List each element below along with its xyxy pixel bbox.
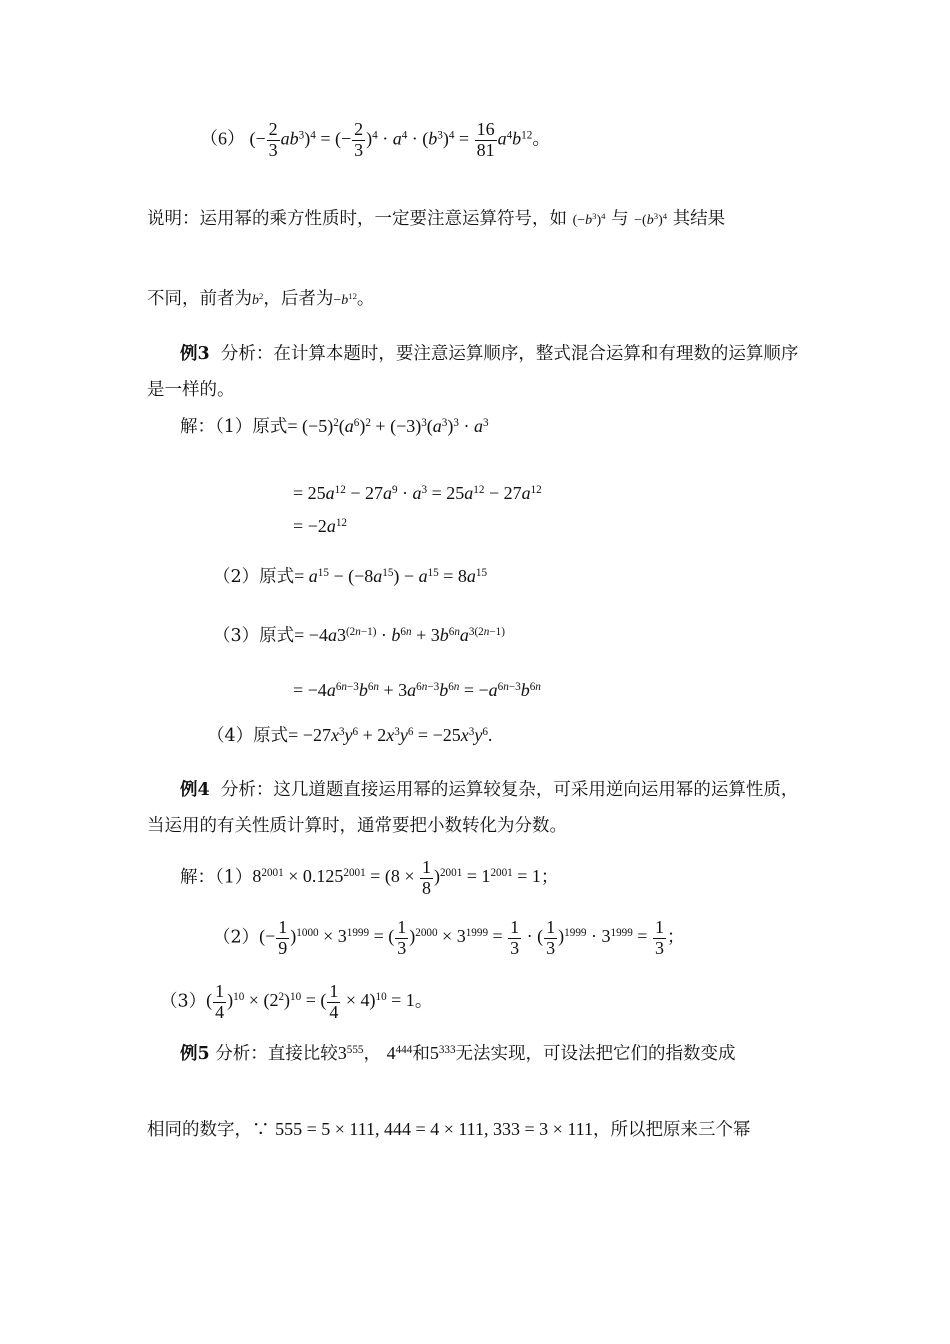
ex4-sol1: 解：$(1)8^{2001} \times 0.125^{2001} = (8$ × $\frac{1}{8}$ )$^{2001} = 1^{2001} = 1$；	[180, 857, 559, 898]
ex3-sol1-line3: = $-2a^{12}$	[293, 516, 347, 536]
ex3-title: 例3	[180, 344, 210, 364]
ex3-sol1-line1: 解：（1）原式= $(-5)^2(a^6)^2 + (-3)^3(a^3)^3 \cdot a^3$	[180, 416, 489, 437]
note-lead: 说明：运用幂的乘方性质时，一定要注意运算符号，如	[147, 209, 567, 229]
ex3-sol1-line2: = $25a^{12} - 27a^9 \cdot a^3 = 25a^{12} - 27a^{12}$	[293, 483, 542, 503]
ex5-line1: 例5 分析：直接比较$3^{555}$， $4^{444}$和$5^{333}$无法实现，可设法把它们的指数变成	[180, 1043, 736, 1064]
note-line2: 不同，前者为$b^2$，后者为$-b^{12}$。	[147, 289, 375, 309]
note-tail: 其结果	[672, 209, 726, 229]
ex4-title: 例4	[180, 780, 210, 800]
ex4-analysis: 例4 分析：这几道题直接运用幂的运算较复杂，可采用逆向运用幂的运算性质，当运用的有关性质计算时，通常要把小数转化为分数。	[147, 780, 799, 836]
ex5-title: 例5	[180, 1044, 210, 1064]
ex4-sol3: （3）( $\frac{1}{4}$ )$^{10} \times (2^2)^{10}$ = ( $\frac{1}{4}$ × 4)$^{10}$ = 1。	[160, 981, 433, 1022]
ex3-analysis: 例3 分析：在计算本题时，要注意运算顺序，整式混合运算和有理数的运算顺序是一样的。	[147, 344, 799, 400]
ex3-sol3-line1: （3）原式= $-4a3^{(2n-1)} \cdot b^{6n} + 3b^{6n}a^{3(2n-1)}$	[213, 625, 505, 646]
ex3-sol3-line2: = $-4a^{6n-3}b^{6n} + 3a^{6n-3}b^{6n} = -a^{6n-3}b^{6n}$	[293, 680, 541, 700]
note-and: 与	[611, 209, 629, 229]
note-line1: 说明：运用幂的乘方性质时，一定要注意运算符号，如 $(-b^3)^4$ 与 $-(b^3)^4$ 其结果	[147, 209, 726, 229]
ex3-sol2: （2）原式= $a^{15} - (-8a^{15}) - a^{15} = 8a^{15}$	[213, 566, 488, 587]
ex5-line2: 相同的数字，∵ 555 = 5 × 111, 444 = 4 × 111, 333 = 3 × 111，所以把原来三个幂	[147, 1119, 751, 1140]
item6-label: （6）	[200, 128, 245, 149]
ex4-sol2: （2）(− $\frac{1}{9}$ )$^{1000} \times 3^{1999}$ = ( $\frac{1}{3}$ )$^{2000} \times 3^{1999}$ = $\frac{1}{3}$ · ( $\frac{1}{3}$ )$^{1999} \cdot 3^{1999}$ = $\frac{1}{3}$ ；	[213, 917, 685, 958]
item6-equation: （6） (− $\frac{2}{3}$ $ab^3)^4$ = (− $\frac{2}{3}$ )$^4 \cdot a^4 \cdot (b^3)^4$ = $\frac{16}{81}$ $a^4b^{12}$。	[200, 119, 551, 160]
ex3-sol4: （4）原式= $-27x^3y^6 + 2x^3y^6 = -25x^3y^6$.	[207, 725, 493, 746]
